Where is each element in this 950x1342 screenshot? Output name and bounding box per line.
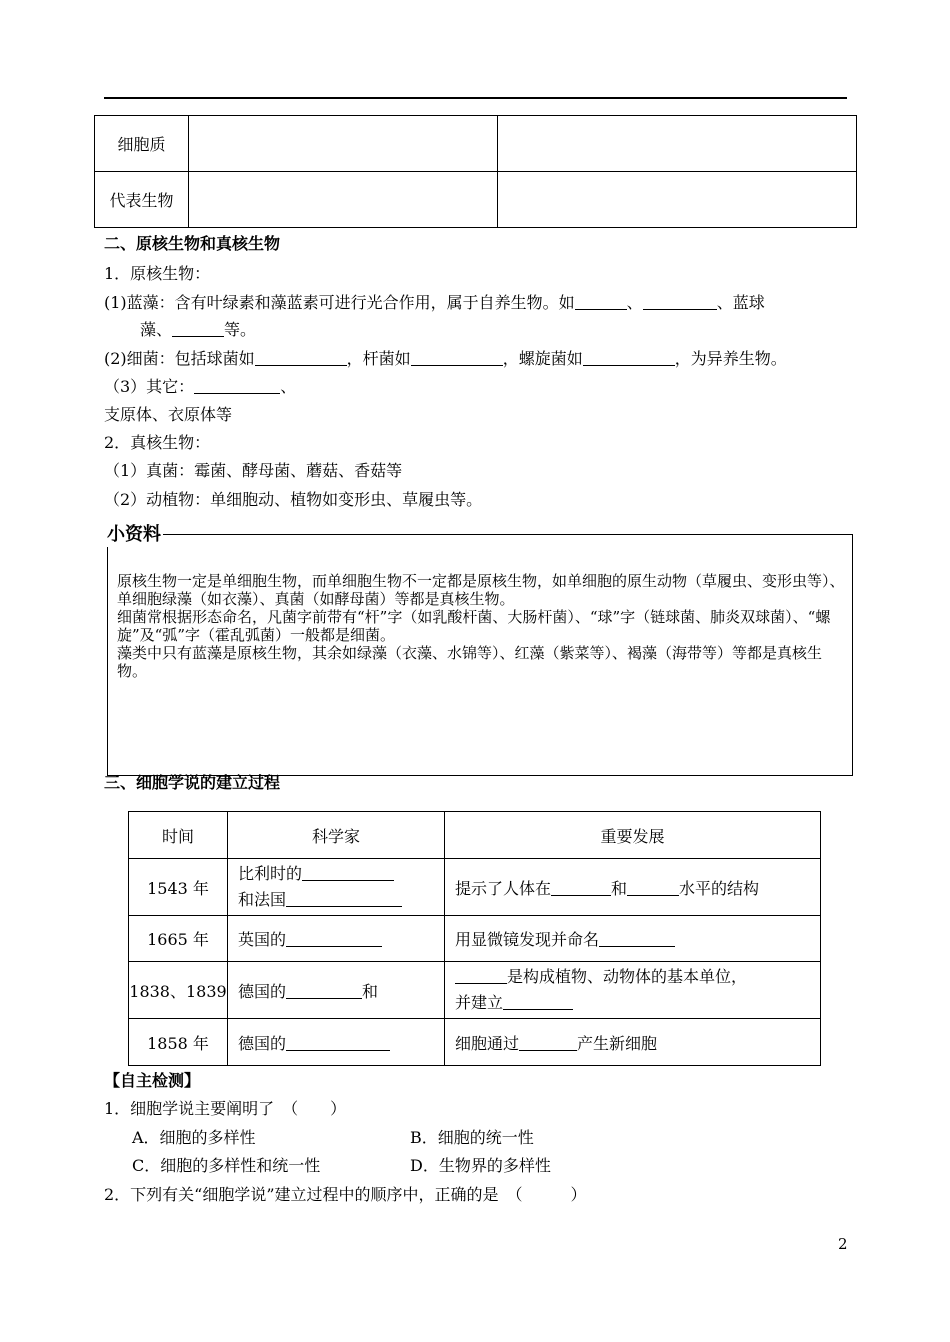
fill-blank[interactable] — [172, 320, 224, 337]
fill-blank[interactable] — [583, 349, 675, 366]
text-line: 支原体、衣原体等 — [104, 405, 233, 424]
fill-blank[interactable] — [503, 993, 573, 1010]
fill-blank[interactable] — [455, 967, 507, 984]
scientist-cell: 比利时的 和法国 — [228, 859, 445, 916]
question-1: 1．细胞学说主要阐明了 （ ） — [104, 1099, 347, 1118]
fill-blank[interactable] — [575, 293, 627, 310]
answer-cell[interactable] — [498, 172, 857, 228]
section-heading: 三、细胞学说的建立过程 — [104, 773, 281, 792]
option-b[interactable]: B．细胞的统一性 — [410, 1128, 534, 1147]
time-cell: 1838、1839 — [129, 962, 228, 1019]
scientist-cell: 德国的 — [228, 1019, 445, 1066]
option-a[interactable]: A．细胞的多样性 — [132, 1128, 256, 1147]
fill-blank[interactable] — [286, 930, 382, 947]
row-label-organisms: 代表生物 — [95, 172, 189, 228]
table-row — [129, 859, 821, 916]
time-cell: 1858 年 — [129, 1019, 228, 1066]
answer-cell[interactable] — [498, 116, 857, 172]
fill-blank[interactable] — [411, 349, 503, 366]
info-paragraph: 细菌常根据形态命名，凡菌字前带有“杆”字（如乳酸杆菌、大肠杆菌）、“球”字（链球菌、肺炎双球菌）、“螺旋”及“弧”字（霍乱弧菌）一般都是细菌。 — [117, 608, 831, 644]
text-line: （2）动植物：单细胞动、植物如变形虫、草履虫等。 — [104, 490, 483, 509]
fill-blank[interactable] — [286, 1034, 390, 1051]
fill-blank[interactable] — [286, 982, 362, 999]
fill-blank[interactable] — [255, 349, 347, 366]
info-box-title: 小资料 — [107, 524, 161, 545]
text-line: (2)细菌：包括球菌如 ，杆菌如 ，螺旋菌如 ，为异养生物。 — [104, 349, 787, 368]
row-label-cytoplasm: 细胞质 — [95, 116, 189, 172]
header-rule — [104, 97, 847, 99]
fill-blank[interactable] — [302, 864, 394, 881]
fill-blank[interactable] — [194, 377, 280, 394]
scientist-cell: 英国的 — [228, 916, 445, 962]
fill-blank[interactable] — [286, 890, 402, 907]
text-line: 藻、 等。 — [140, 320, 257, 339]
col-header-time: 时间 — [129, 812, 228, 859]
text-line: (1)蓝藻：含有叶绿素和藻蓝素可进行光合作用，属于自养生物。如 、 、蓝球 — [104, 293, 765, 312]
subsection-title: 1．原核生物： — [104, 264, 211, 283]
text-line: （3）其它： 、 — [104, 377, 297, 396]
development-cell: 提示了人体在 和 水平的结构 — [445, 859, 821, 916]
text-line: （1）真菌：霉菌、酵母菌、蘑菇、香菇等 — [104, 461, 403, 480]
development-cell: 细胞通过 产生新细胞 — [445, 1019, 821, 1066]
info-box-text — [117, 572, 847, 680]
section-heading: 二、原核生物和真核生物 — [104, 234, 281, 253]
col-header-scientist: 科学家 — [228, 812, 445, 859]
section-heading: 【自主检测】 — [104, 1071, 201, 1090]
fill-blank[interactable] — [599, 930, 675, 947]
answer-cell[interactable] — [189, 116, 498, 172]
info-paragraph: 原核生物一定是单细胞生物，而单细胞生物不一定都是原核生物，如单细胞的原生动物（草履虫、变形虫等）、单细胞绿藻（如衣藻）、真菌（如酵母菌）等都是真核生物。 — [117, 572, 845, 608]
scientist-cell: 德国的 和 — [228, 962, 445, 1019]
table-row — [129, 916, 821, 962]
cell-theory-table — [128, 811, 821, 1066]
subsection-title: 2．真核生物： — [104, 433, 211, 452]
fill-blank[interactable] — [643, 293, 717, 310]
table-header-row — [129, 812, 821, 859]
fill-blank[interactable] — [627, 879, 679, 896]
comparison-table — [94, 115, 857, 228]
answer-cell[interactable] — [189, 172, 498, 228]
option-c[interactable]: C．细胞的多样性和统一性 — [132, 1156, 321, 1175]
fill-blank[interactable] — [551, 879, 611, 896]
fill-blank[interactable] — [519, 1034, 577, 1051]
development-cell: 是构成植物、动物体的基本单位， 并建立 — [445, 962, 821, 1019]
development-cell: 用显微镜发现并命名 — [445, 916, 821, 962]
option-d[interactable]: D．生物界的多样性 — [410, 1156, 551, 1175]
page-number: 2 — [838, 1235, 848, 1253]
question-2: 2．下列有关“细胞学说”建立过程中的顺序中，正确的是 （ ） — [104, 1185, 587, 1204]
table-row — [95, 172, 857, 228]
col-header-development: 重要发展 — [445, 812, 821, 859]
time-cell: 1665 年 — [129, 916, 228, 962]
time-cell: 1543 年 — [129, 859, 228, 916]
table-row — [129, 962, 821, 1019]
table-row — [129, 1019, 821, 1066]
info-paragraph: 藻类中只有蓝藻是原核生物，其余如绿藻（衣藻、水锦等）、红藻（紫菜等）、褐藻（海带等）等都是真核生物。 — [117, 644, 823, 680]
table-row — [95, 116, 857, 172]
